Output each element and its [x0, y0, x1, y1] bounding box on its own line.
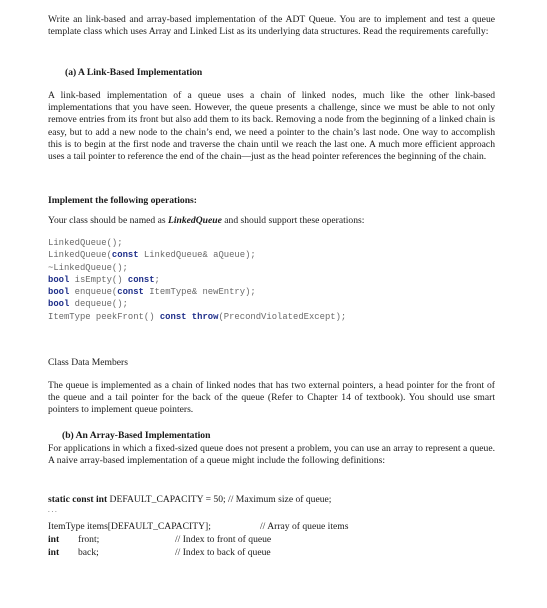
code-line-isempty [48, 274, 346, 286]
code-dequeue-rest: dequeue(); [69, 299, 128, 310]
code-ctor: LinkedQueue(); [48, 238, 123, 248]
back-comment: // Index to back of queue [175, 547, 271, 558]
code-dtor: ~LinkedQueue(); [48, 262, 128, 273]
code-keyword: const [111, 250, 139, 261]
code-line-dtor [48, 262, 346, 274]
code-peek-name: ItemType peekFront() [48, 311, 160, 322]
items-comment: // Array of queue items [260, 521, 349, 532]
code-keyword: int [48, 547, 60, 558]
capacity-declaration [48, 494, 495, 506]
code-line-enqueue [48, 286, 346, 298]
code-keyword: bool [48, 287, 70, 297]
capacity-declaration-rest: DEFAULT_CAPACITY = 50; // Maximum size of queue; [107, 494, 332, 505]
ellipsis: . . . [48, 506, 57, 514]
class-data-members-paragraph: The queue is implemented as a chain of linked nodes that has two external pointers, a head pointer for the front of the queue and a tail pointer for the back of the queue (Refer to Chapter 14 of textbook). You should use smart pointers to implement queue pointers. [48, 380, 495, 416]
code-keyword: const throw [159, 311, 219, 322]
code-keyword: static const int [48, 494, 108, 505]
operations-heading: Implement the following operations: [48, 195, 197, 206]
front-declaration: front; [78, 534, 100, 545]
code-enqueue-rest: ItemType& newEntry); [143, 287, 256, 297]
section-b-paragraph: For applications in which a fixed-sized queue does not present a problem, you can use an array to represent a queue. A naive array-based implementation of a queue might include the following definitions: [48, 443, 495, 467]
front-declaration-row [48, 534, 508, 546]
code-line-dequeue [48, 298, 346, 310]
code-peek-rest: (PrecondViolatedExcept); [218, 311, 347, 322]
back-declaration: back; [78, 547, 99, 558]
code-copy-ctor-name: LinkedQueue( [48, 250, 112, 261]
code-line-ctor [48, 237, 346, 249]
code-line-peekfront [48, 311, 346, 323]
items-declaration: ItemType items[DEFAULT_CAPACITY]; [48, 521, 211, 532]
intro-paragraph: Write an link-based and array-based implementation of the ADT Queue. You are to implement and test a queue template class which uses Array and Linked List as its underlying data structures. Read the requirements carefully: [48, 14, 495, 38]
code-copy-ctor-rest: LinkedQueue& aQueue); [138, 250, 256, 261]
section-a-heading: (a) A Link-Based Implementation [65, 67, 203, 78]
section-a-paragraph: A link-based implementation of a queue uses a chain of linked nodes, much like the other link-based implementations that you have seen. However, the queue presents a challenge, since we must be able to not only remove entries from its front but also add them to its back. Removing a node from the beginning of a linked chain is easy, but to add a new node to the chain’s end, we need a pointer to the chain’s last node. One way to accomplish this is to begin at the first node and traverse the chain until we reach the last one. A much more efficient approach uses a tail pointer to reference the end of the chain—just as the head pointer references the beginning of the chain. [48, 90, 495, 163]
class-name-note [48, 215, 495, 227]
code-keyword: const [117, 287, 144, 297]
code-enqueue-name: enqueue( [69, 287, 118, 297]
code-semicolon: ; [154, 274, 160, 285]
code-line-copy-ctor [48, 249, 346, 261]
items-declaration-row [48, 521, 508, 533]
operations-code-block [48, 237, 346, 323]
code-isempty-name: isEmpty() [69, 274, 128, 285]
code-keyword: bool [48, 274, 70, 285]
code-keyword: int [48, 534, 60, 545]
back-declaration-row [48, 547, 508, 559]
code-keyword: const [127, 274, 155, 285]
class-note-suffix: and should support these operations: [221, 215, 365, 226]
code-keyword: bool [48, 299, 70, 310]
front-comment: // Index to front of queue [175, 534, 272, 545]
class-name: LinkedQueue [168, 215, 222, 226]
section-b-heading: (b) An Array-Based Implementation [62, 430, 211, 441]
class-data-members-heading: Class Data Members [48, 357, 128, 368]
class-note-prefix: Your class should be named as [48, 215, 169, 226]
